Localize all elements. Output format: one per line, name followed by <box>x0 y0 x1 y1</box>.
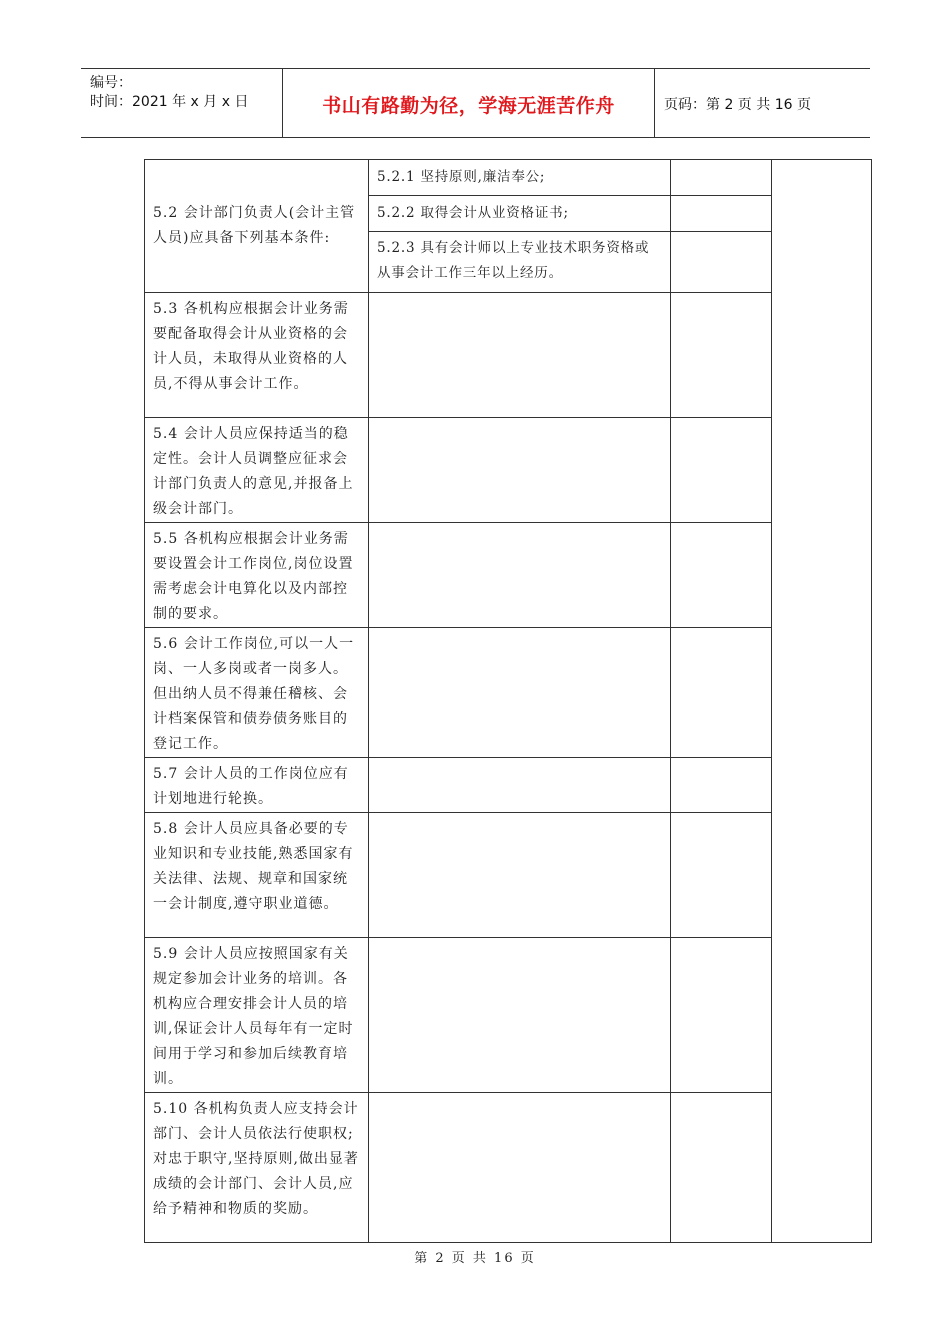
regulation-table <box>144 159 872 1243</box>
check-cell <box>671 196 772 232</box>
document-date-label: 时间：2021 年 x 月 x 日 <box>90 94 249 110</box>
table-row <box>145 938 872 1093</box>
check-cell <box>671 758 772 813</box>
table-row <box>145 628 872 758</box>
detail-cell <box>369 628 671 758</box>
subclause-5-2-3: 5.2.3 具有会计师以上专业技术职务资格或从事会计工作三年以上经历。 <box>377 240 650 281</box>
subclause-cell <box>369 232 671 293</box>
clause-cell <box>145 758 369 813</box>
detail-cell <box>369 938 671 1093</box>
header-motto: 书山有路勤为径，学海无涯苦作舟 <box>322 95 615 117</box>
clause-5-8-text: 5.8 会计人员应具备必要的专业知识和专业技能,熟悉国家有关法律、法规、规章和国家统一会计制度,遵守职业道德。 <box>153 821 354 912</box>
detail-cell <box>369 1093 671 1243</box>
clause-5-4-text: 5.4 会计人员应保持适当的稳定性。会计人员调整应征求会计部门负责人的意见,并报备上级会计部门。 <box>153 426 354 517</box>
remarks-cell <box>772 160 872 1243</box>
check-cell <box>671 523 772 628</box>
check-cell <box>671 418 772 523</box>
clause-5-6-text: 5.6 会计工作岗位,可以一人一岗、一人多岗或者一岗多人。但出纳人员不得兼任稽核、会计档案保管和债券债务账目的登记工作。 <box>153 636 355 752</box>
subclause-5-2-2: 5.2.2 取得会计从业资格证书; <box>377 205 569 221</box>
clause-cell <box>145 813 369 938</box>
subclause-cell <box>369 160 671 196</box>
detail-cell <box>369 523 671 628</box>
subclause-cell <box>369 196 671 232</box>
header-meta-cell <box>81 69 283 137</box>
detail-cell <box>369 758 671 813</box>
check-cell <box>671 160 772 196</box>
check-cell <box>671 813 772 938</box>
clause-5-3-text: 5.3 各机构应根据会计业务需要配备取得会计从业资格的会计人员，未取得从业资格的人员,不得从事会计工作。 <box>153 301 349 392</box>
clause-cell <box>145 160 369 293</box>
table-row <box>145 418 872 523</box>
detail-cell <box>369 418 671 523</box>
header-page-number: 页码：第 2 页 共 16 页 <box>664 97 811 113</box>
table-row <box>145 523 872 628</box>
clause-5-7-text: 5.7 会计人员的工作岗位应有计划地进行轮换。 <box>153 766 349 807</box>
clause-cell <box>145 418 369 523</box>
header-page-cell <box>655 69 870 137</box>
clause-cell <box>145 523 369 628</box>
table-row <box>145 160 872 196</box>
table-row <box>145 293 872 418</box>
header-motto-cell <box>283 69 655 137</box>
document-number-label: 编号： <box>90 75 132 91</box>
check-cell <box>671 232 772 293</box>
clause-cell <box>145 938 369 1093</box>
clause-5-5-text: 5.5 各机构应根据会计业务需要设置会计工作岗位,岗位设置需考虑会计电算化以及内部控制的要求。 <box>153 531 354 622</box>
subclause-5-2-1: 5.2.1 坚持原则,廉洁奉公; <box>377 169 546 185</box>
table-row <box>145 758 872 813</box>
table-row <box>145 813 872 938</box>
detail-cell <box>369 293 671 418</box>
clause-5-10-text: 5.10 各机构负责人应支持会计部门、会计人员依法行使职权;对忠于职守,坚持原则,做出显著成绩的会计部门、会计人员,应给予精神和物质的奖励。 <box>153 1101 359 1217</box>
detail-cell <box>369 813 671 938</box>
check-cell <box>671 628 772 758</box>
clause-5-2-text: 5.2 会计部门负责人(会计主管人员)应具备下列基本条件: <box>153 205 356 246</box>
check-cell <box>671 1093 772 1243</box>
document-header <box>81 68 870 138</box>
check-cell <box>671 938 772 1093</box>
table-row <box>145 1093 872 1243</box>
check-cell <box>671 293 772 418</box>
page-footer: 第 2 页 共 16 页 <box>414 1251 536 1266</box>
clause-cell <box>145 628 369 758</box>
clause-cell <box>145 1093 369 1243</box>
clause-cell <box>145 293 369 418</box>
clause-5-9-text: 5.9 会计人员应按照国家有关规定参加会计业务的培训。各机构应合理安排会计人员的培训,保证会计人员每年有一定时间用于学习和参加后续教育培训。 <box>153 946 354 1087</box>
